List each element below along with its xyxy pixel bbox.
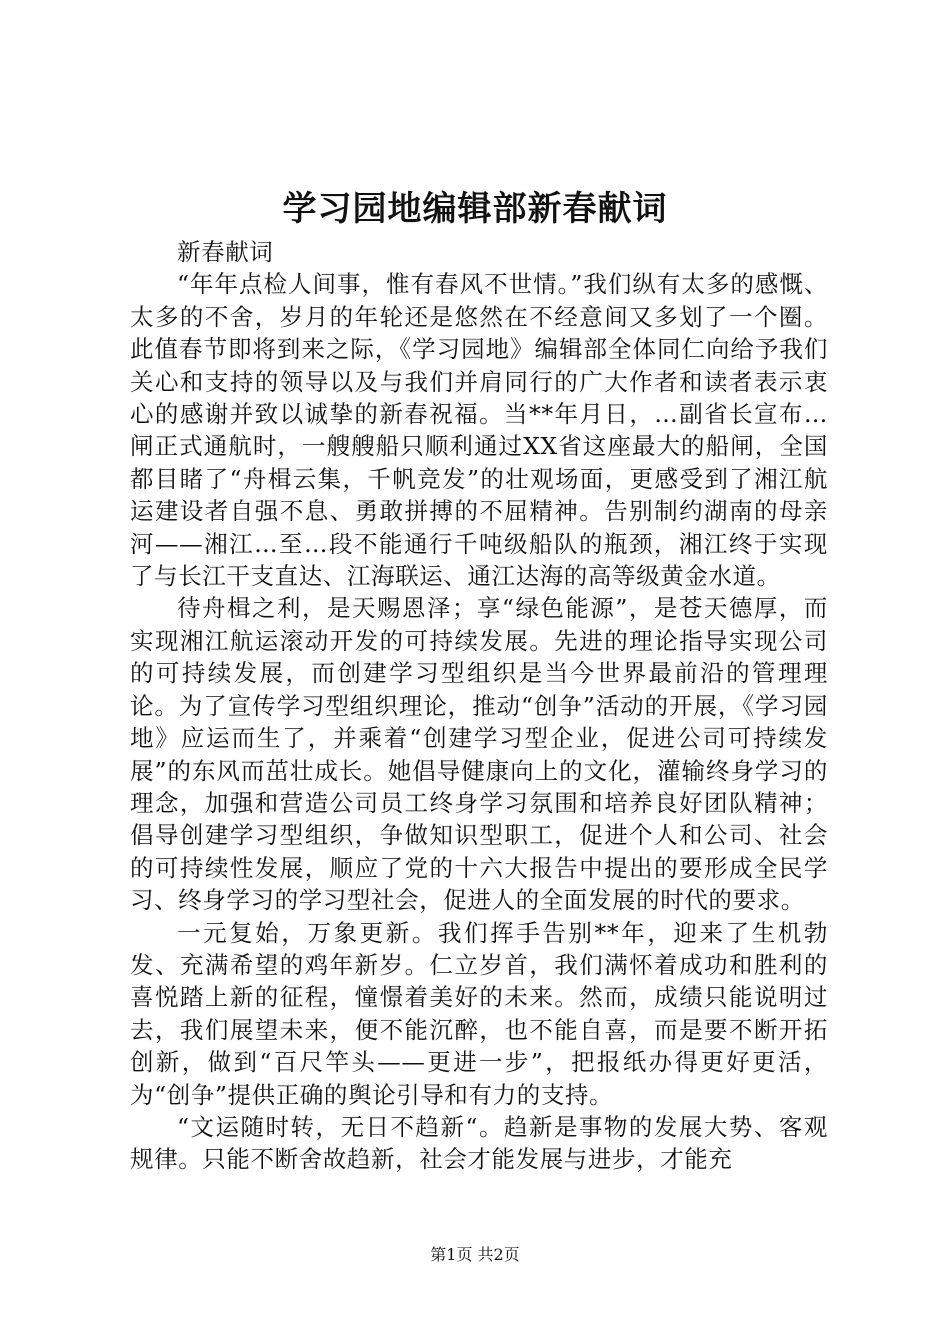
document-body [130,236,828,1176]
body-paragraph-1: “年年点检人间事，惟有春风不世情。”我们纵有太多的感慨、太多的不舍，岁月的年轮还是悠然在不经意间又多划了一个圈。此值春节即将到来之际，《学习园地》编辑部全体同仁向给予我们关心和支持的领导以及与我们并肩同行的广大作者和读者表示衷心的感谢并致以诚挚的新春祝福。当**年月日，…副省长宣布…闸正式通航时，一艘艘船只顺利通过XX省这座最大的船闸，全国都目睹了“舟楫云集，千帆竞发”的壮观场面，更感受到了湘江航运建设者自强不息、勇敢拼搏的不屈精神。告别制约湖南的母亲河——湘江…至…段不能通行千吨级船队的瓶颈，湘江终于实现了与长江干支直达、江海联运、通江达海的高等级黄金水道。 [130,270,828,591]
document-subtitle: 新春献词 [177,238,274,266]
body-paragraph-4: “文运随时转，无日不趋新“。趋新是事物的发展大势、客观规律。只能不断舍故趋新，社会才能发展与进步，才能充 [130,1112,828,1174]
page-number-footer: 第1页 共2页 [430,1245,520,1264]
document-title: 学习园地编辑部新春献词 [282,189,668,229]
body-paragraph-3: 一元复始，万象更新。我们挥手告别**年，迎来了生机勃发、充满希望的鸡年新岁。仁立岁首，我们满怀着成功和胜利的喜悦踏上新的征程，憧憬着美好的未来。然而，成绩只能说明过去，我们展望未来，便不能沉醉，也不能自喜，而是要不断开拓创新，做到“百尺竿头——更进一步”，把报纸办得更好更活，为“创争”提供正确的舆论引导和有力的支持。 [130,918,828,1109]
body-paragraph-2: 待舟楫之利，是天赐恩泽；享“绿色能源”，是苍天德厚，而实现湘江航运滚动开发的可持续发展。先进的理论指导实现公司的可持续发展，而创建学习型组织是当今世界最前沿的管理理论。为了宣传学习型组织理论，推动“创争”活动的开展，《学习园地》应运而生了，并乘着“创建学习型企业，促进公司可持续发展”的东风而茁壮成长。她倡导健康向上的文化，灌输终身学习的理念，加强和营造公司员工终身学习氛围和培养良好团队精神；倡导创建学习型组织，争做知识型职工，促进个人和公司、社会的可持续性发展，顺应了党的十六大报告中提出的要形成全民学习、终身学习的学习型社会，促进人的全面发展的时代的要求。 [130,594,828,915]
